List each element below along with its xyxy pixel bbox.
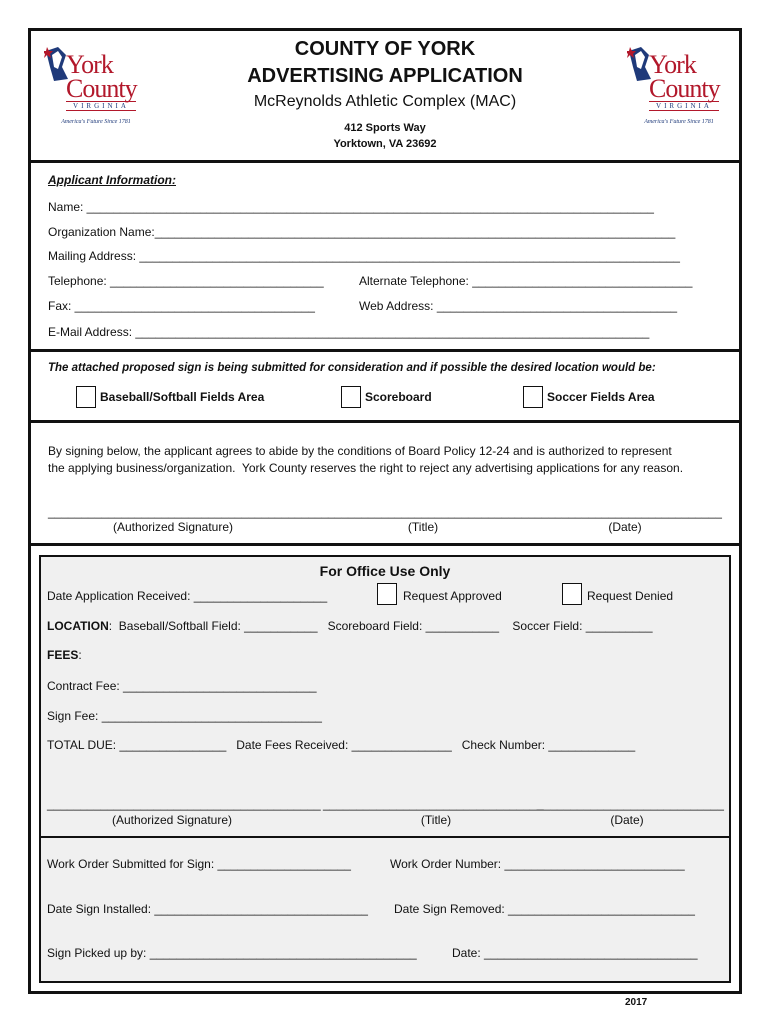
contract-fee-field[interactable]: Contract Fee: _____________________________ bbox=[47, 679, 317, 693]
soccer-option-label: Soccer Fields Area bbox=[547, 390, 655, 404]
signature-caption: (Authorized Signature) bbox=[112, 520, 234, 534]
logo-county-name: York County bbox=[649, 50, 720, 103]
name-field[interactable]: Name: _____________________________________________________________________________________ bbox=[48, 200, 654, 214]
divider bbox=[31, 160, 739, 163]
baseball-checkbox[interactable] bbox=[76, 386, 96, 408]
mailing-address-field[interactable]: Mailing Address: _________________________________________________________________________________ bbox=[48, 249, 680, 263]
web-address-field[interactable]: Web Address: ____________________________________ bbox=[359, 299, 678, 313]
page-title-line1: COUNTY OF YORK bbox=[294, 38, 476, 60]
form-frame bbox=[28, 28, 742, 994]
location-fields[interactable]: LOCATION: Baseball/Softball Field: ___________ Scoreboard Field: ___________ Soccer Field: __________ bbox=[47, 619, 653, 633]
logo-tagline: America's Future Since 1781 bbox=[644, 119, 714, 125]
scoreboard-checkbox[interactable] bbox=[341, 386, 361, 408]
fees-heading: FEES: bbox=[47, 648, 82, 662]
fax-field[interactable]: Fax: ____________________________________ bbox=[48, 299, 315, 313]
office-signature-line[interactable]: _________________________________________ bbox=[47, 797, 321, 811]
divider bbox=[31, 543, 739, 546]
office-title-line[interactable]: _________________________________ bbox=[323, 797, 544, 811]
office-date-caption: (Date) bbox=[610, 813, 644, 827]
office-title-caption: (Title) bbox=[420, 813, 452, 827]
organization-field[interactable]: Organization Name:______________________________________________________________________________ bbox=[48, 225, 676, 239]
applicant-title-line[interactable]: _______________________________ bbox=[328, 505, 535, 519]
form-header bbox=[34, 33, 736, 163]
footer-year: 2017 bbox=[625, 997, 648, 1008]
picked-up-by-field[interactable]: Sign Picked up by: ________________________________________ bbox=[47, 946, 417, 960]
request-denied-label: Request Denied bbox=[587, 589, 674, 603]
logo-state: VIRGINIA bbox=[66, 101, 136, 111]
scoreboard-option-label: Scoreboard bbox=[365, 390, 432, 404]
page-title-line2: ADVERTISING APPLICATION bbox=[247, 65, 523, 87]
logo-tagline: America's Future Since 1781 bbox=[61, 119, 131, 125]
logo-county-name: York County bbox=[66, 50, 137, 103]
address-line2: Yorktown, VA 23692 bbox=[333, 138, 437, 150]
location-statement: The attached proposed sign is being submitted for consideration and if possible the desired location would be: bbox=[48, 362, 656, 374]
date-received-field[interactable]: Date Application Received: ____________________ bbox=[47, 589, 328, 603]
divider bbox=[31, 349, 739, 352]
soccer-checkbox[interactable] bbox=[523, 386, 543, 408]
office-use-section bbox=[39, 555, 731, 983]
picked-up-date-field[interactable]: Date: ________________________________ bbox=[452, 946, 698, 960]
applicant-date-line[interactable]: ____________________________ bbox=[535, 505, 722, 519]
email-field[interactable]: E-Mail Address: _____________________________________________________________________________ bbox=[48, 325, 650, 339]
title-caption: (Title) bbox=[407, 520, 439, 534]
work-order-number-field[interactable]: Work Order Number: ___________________________ bbox=[390, 857, 685, 871]
work-order-submitted-field[interactable]: Work Order Submitted for Sign: ____________________ bbox=[47, 857, 351, 871]
sign-fee-field[interactable]: Sign Fee: _________________________________ bbox=[47, 709, 322, 723]
date-installed-field[interactable]: Date Sign Installed: ________________________________ bbox=[47, 902, 368, 916]
alternate-telephone-field[interactable]: Alternate Telephone: _________________________________ bbox=[359, 274, 693, 288]
agreement-line2: the applying business/organization. York County reserves the right to reject any advertising applications for any reason. bbox=[48, 461, 684, 475]
applicant-heading: Applicant Information: bbox=[48, 173, 176, 187]
request-approved-checkbox[interactable] bbox=[377, 583, 397, 605]
office-date-line[interactable]: ____________________________ bbox=[537, 797, 724, 811]
office-heading: For Office Use Only bbox=[319, 563, 451, 579]
office-signature-caption: (Authorized Signature) bbox=[111, 813, 233, 827]
baseball-option-label: Baseball/Softball Fields Area bbox=[100, 390, 265, 404]
logo-state: VIRGINIA bbox=[649, 101, 719, 111]
address-line1: 412 Sports Way bbox=[344, 122, 426, 134]
agreement-line1: By signing below, the applicant agrees to abide by the conditions of Board Policy 12-24 and is authorized to represent bbox=[48, 444, 672, 458]
telephone-field[interactable]: Telephone: ________________________________ bbox=[48, 274, 324, 288]
page-subtitle: McReynolds Athletic Complex (MAC) bbox=[253, 93, 517, 110]
request-approved-label: Request Approved bbox=[403, 589, 502, 603]
applicant-signature-line[interactable]: __________________________________________ bbox=[48, 505, 329, 519]
date-removed-field[interactable]: Date Sign Removed: ____________________________ bbox=[394, 902, 695, 916]
date-caption: (Date) bbox=[608, 520, 642, 534]
divider bbox=[31, 420, 739, 423]
divider bbox=[41, 836, 729, 838]
request-denied-checkbox[interactable] bbox=[562, 583, 582, 605]
total-due-row[interactable]: TOTAL DUE: ________________ Date Fees Received: _______________ Check Number: _____________ bbox=[47, 738, 636, 752]
